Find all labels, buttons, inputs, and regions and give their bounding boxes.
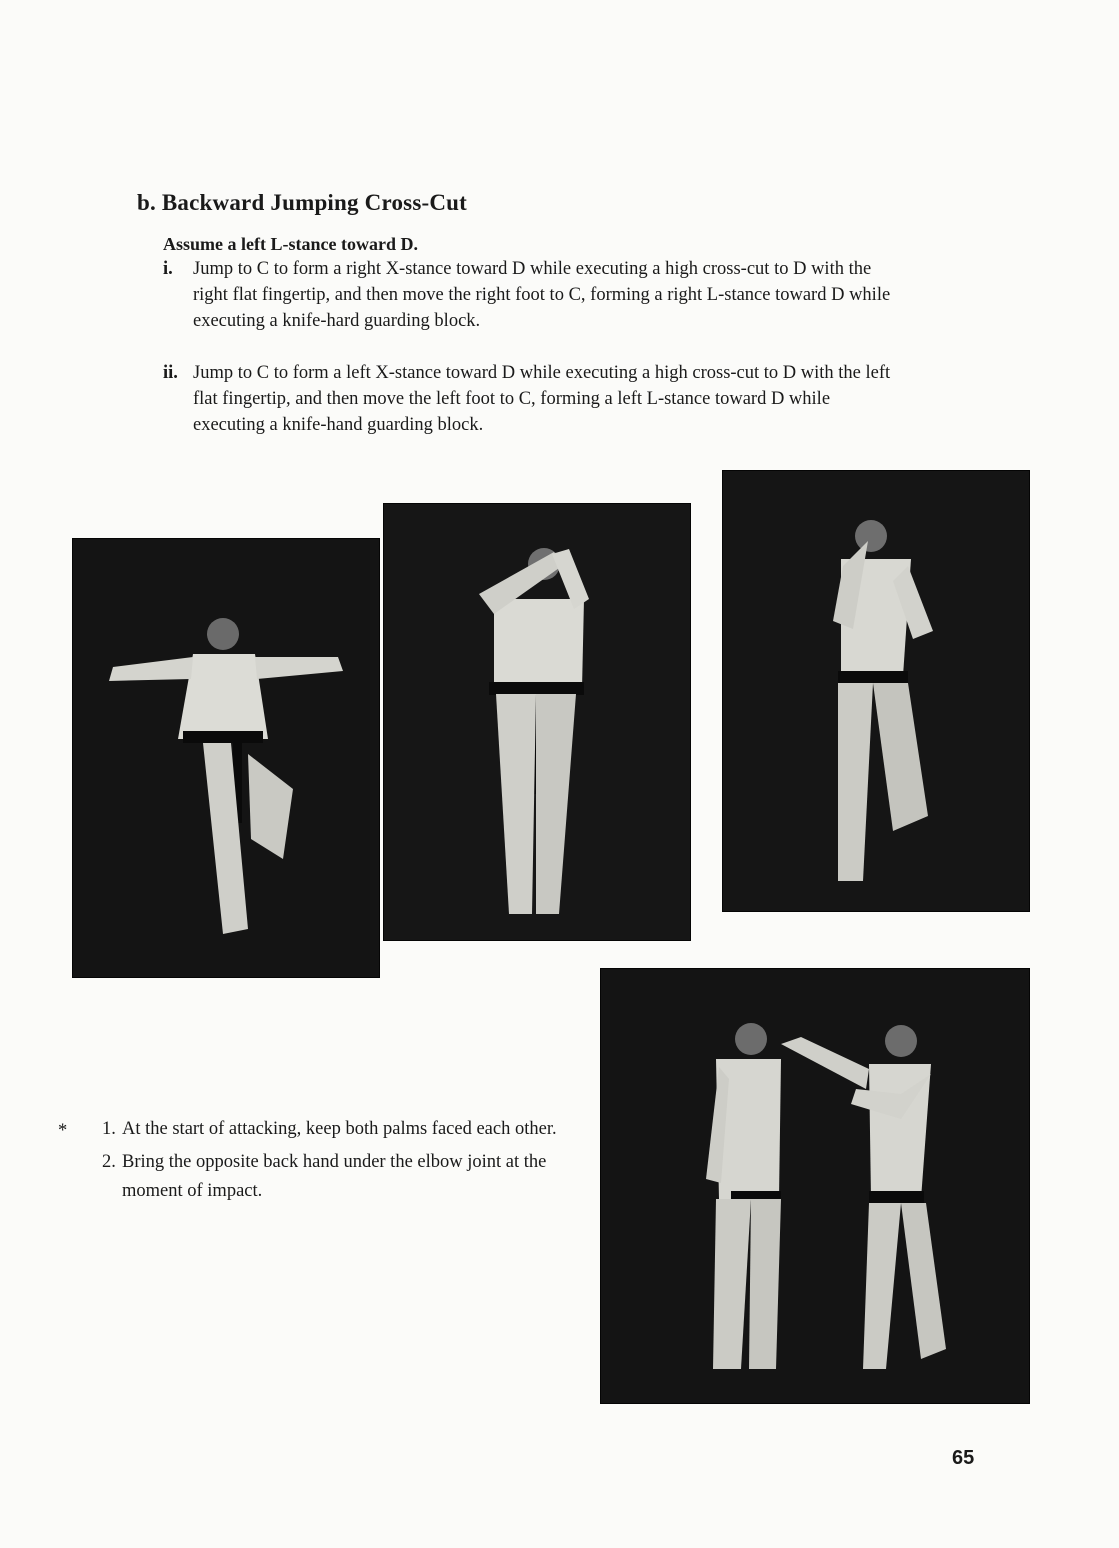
section-title: b. Backward Jumping Cross-Cut [137, 190, 467, 215]
photo-high-cross-cut [383, 503, 691, 941]
figure-illustration [723, 471, 1029, 911]
note-text: Bring the opposite back hand under the elbow joint at the moment of impact. [122, 1152, 547, 1201]
figure-illustration [601, 969, 1029, 1403]
note-text: At the start of attacking, keep both palms faced each other. [122, 1119, 557, 1139]
notes [58, 1115, 588, 1210]
figure-illustration [73, 539, 379, 977]
intro-instruction: Assume a left L-stance toward D. [163, 234, 418, 254]
note-item [58, 1148, 588, 1206]
step-ii [163, 360, 898, 438]
step-marker: i. [163, 259, 173, 279]
note-item [58, 1115, 588, 1144]
note-number: 1. [102, 1119, 116, 1139]
photo-jump-x-stance [72, 538, 380, 978]
step-i [163, 256, 898, 334]
photo-l-stance-guarding-block [722, 470, 1030, 912]
page-number: 65 [952, 1447, 975, 1469]
step-marker: ii. [163, 363, 178, 383]
step-text: Jump to C to form a left X-stance toward D while executing a high cross-cut to D with the left flat fingertip, and then move the left foot to C, forming a left L-stance toward D while executing a knife-hand guarding block. [193, 363, 891, 435]
asterisk-marker: * [58, 1121, 68, 1141]
photo-application-two-figures [600, 968, 1030, 1404]
step-text: Jump to C to form a right X-stance toward D while executing a high cross-cut to D with the right flat fingertip, and then move the right foot to C, forming a right L-stance toward D while executing a knife-hard guarding block. [193, 259, 891, 331]
figure-illustration [384, 504, 690, 940]
note-number: 2. [102, 1152, 116, 1172]
